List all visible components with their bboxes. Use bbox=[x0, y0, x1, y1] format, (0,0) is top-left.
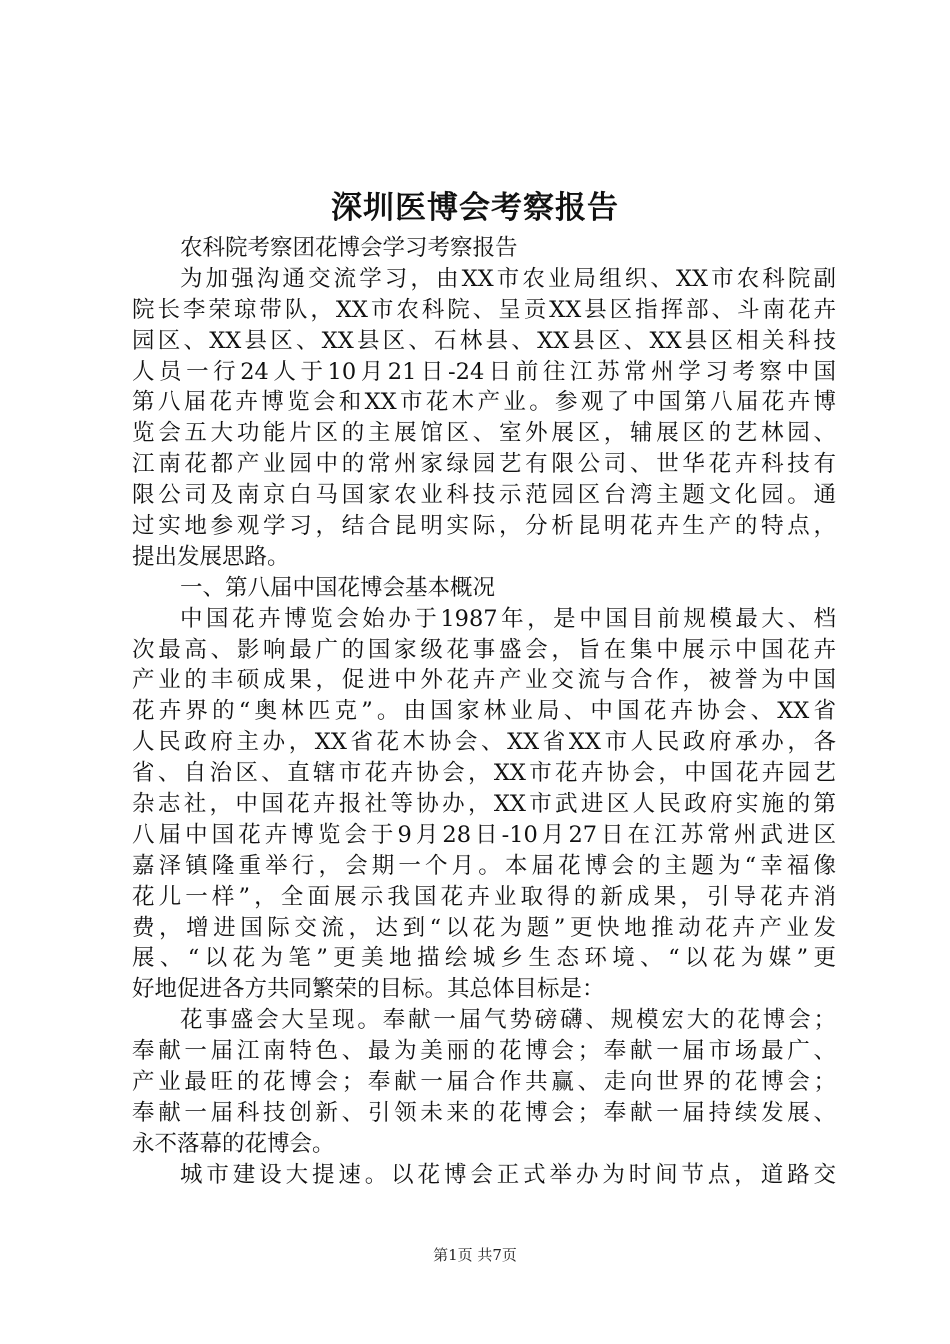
text-line: 人民政府主办，XX省花木协会、XX省XX市人民政府承办，各 bbox=[132, 729, 836, 756]
text-line: 花儿一样”，全面展示我国花卉业取得的新成果，引导花卉消 bbox=[132, 883, 836, 910]
text-line: 永不落幕的花博会。 bbox=[132, 1130, 335, 1157]
text-line: 展、“以花为笔”更美地描绘城乡生态环境、“以花为媒”更 bbox=[132, 945, 836, 972]
text-line: 城市建设大提速。以花博会正式举办为时间节点，道路交 bbox=[180, 1161, 836, 1188]
text-line: 江南花都产业园中的常州家绿园艺有限公司、世华花卉科技有 bbox=[132, 451, 836, 478]
page-footer: 第1页 共7页 bbox=[433, 1246, 517, 1264]
document-body bbox=[132, 233, 836, 1191]
document-title: 深圳医博会考察报告 bbox=[331, 190, 619, 226]
text-line: 杂志社，中国花卉报社等协办，XX市武进区人民政府实施的第 bbox=[132, 791, 836, 818]
text-line: 提出发展思路。 bbox=[132, 543, 290, 570]
text-line: 次最高、影响最广的国家级花事盛会，旨在集中展示中国花卉 bbox=[132, 636, 836, 663]
text-line: 览会五大功能片区的主展馆区、室外展区，辅展区的艺林园、 bbox=[132, 420, 836, 447]
text-line: 省、自治区、直辖市花卉协会，XX市花卉协会，中国花卉园艺 bbox=[132, 760, 836, 787]
text-line: 花事盛会大呈现。奉献一届气势磅礴、规模宏大的花博会； bbox=[180, 1007, 836, 1034]
text-line: 第八届花卉博览会和XX市花木产业。参观了中国第八届花卉博 bbox=[132, 389, 836, 416]
text-line: 产业的丰硕成果，促进中外花卉产业交流与合作，被誉为中国 bbox=[132, 667, 836, 694]
text-line: 过实地参观学习，结合昆明实际，分析昆明花卉生产的特点， bbox=[132, 513, 836, 540]
text-line: 为加强沟通交流学习，由XX市农业局组织、XX市农科院副 bbox=[180, 265, 836, 292]
text-line: 园区、XX县区、XX县区、石林县、XX县区、XX县区相关科技 bbox=[132, 327, 836, 354]
text-line: 八届中国花卉博览会于9月28日-10月27日在江苏常州武进区 bbox=[132, 821, 836, 848]
text-line: 产业最旺的花博会；奉献一届合作共赢、走向世界的花博会； bbox=[132, 1069, 836, 1096]
section-heading: 一、第八届中国花博会基本概况 bbox=[180, 574, 496, 601]
text-line: 限公司及南京白马国家农业科技示范园区台湾主题文化园。通 bbox=[132, 482, 836, 509]
text-line: 花卉界的“奥林匹克”。由国家林业局、中国花卉协会、XX省 bbox=[132, 698, 836, 725]
text-line: 中国花卉博览会始办于1987年，是中国目前规模最大、档 bbox=[180, 605, 836, 632]
text-line: 奉献一届江南特色、最为美丽的花博会；奉献一届市场最广、 bbox=[132, 1038, 836, 1065]
text-line: 嘉泽镇隆重举行，会期一个月。本届花博会的主题为“幸福像 bbox=[132, 852, 836, 879]
text-line: 院长李荣琼带队，XX市农科院、呈贡XX县区指挥部、斗南花卉 bbox=[132, 296, 836, 323]
text-line: 费，增进国际交流，达到“以花为题”更快地推动花卉产业发 bbox=[132, 914, 836, 941]
text-line: 好地促进各方共同繁荣的目标。其总体目标是： bbox=[132, 976, 605, 1003]
text-line: 奉献一届科技创新、引领未来的花博会；奉献一届持续发展、 bbox=[132, 1099, 836, 1126]
text-line: 人员一行24人于10月21日-24日前往江苏常州学习考察中国 bbox=[132, 358, 836, 385]
text-line: 农科院考察团花博会学习考察报告 bbox=[180, 235, 518, 261]
